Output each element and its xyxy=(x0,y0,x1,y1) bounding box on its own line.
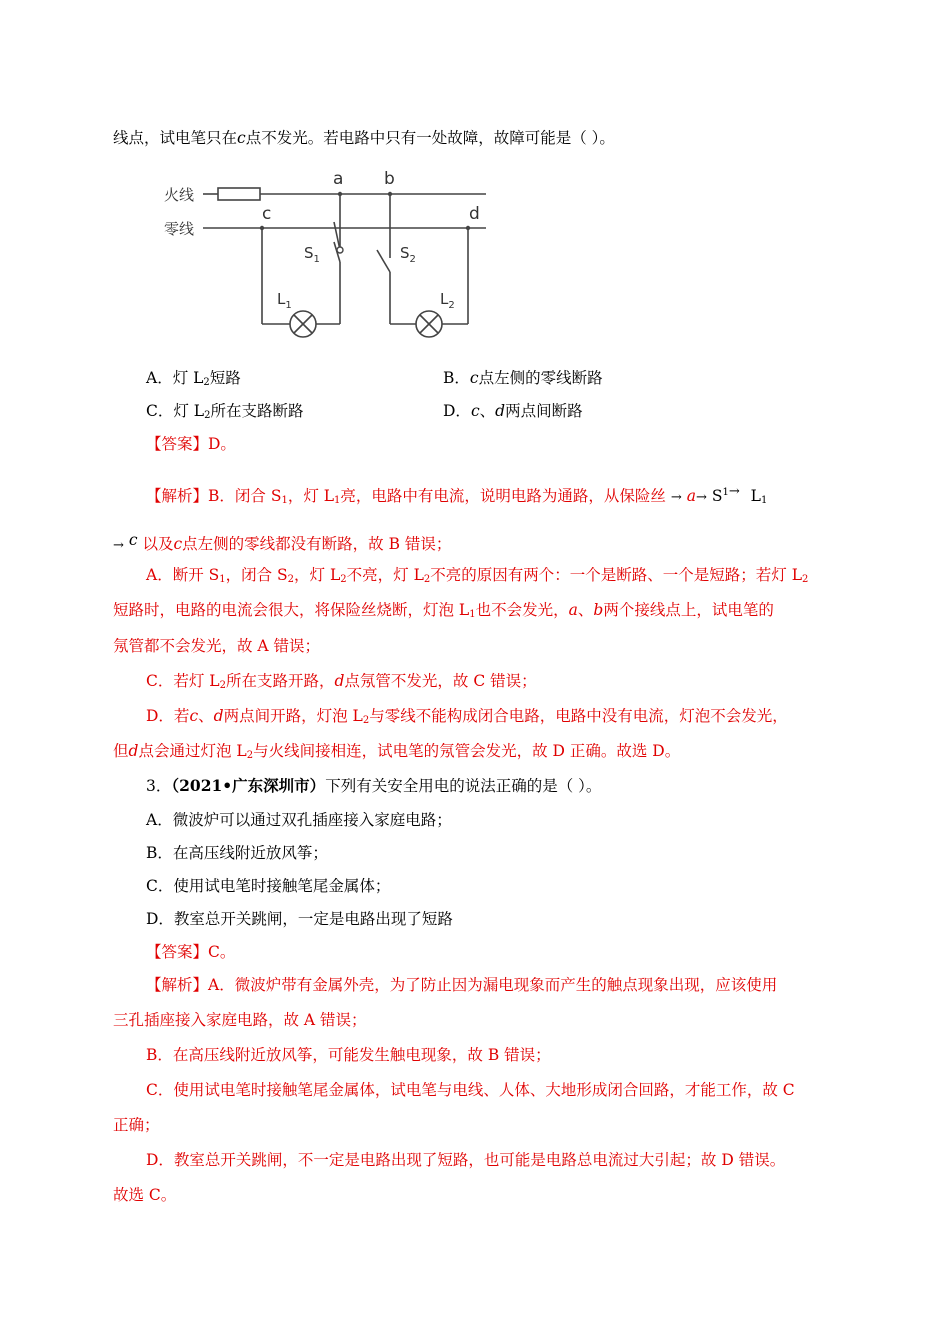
q2-answer: 【答案】D。 xyxy=(146,435,236,453)
q2-stem-text: 点不发光。若电路中只有一处故障，故障可能是（ ）。 xyxy=(245,129,615,147)
q2-analysis-line-5: 氖管都不会发光，故 A 错误； xyxy=(113,637,321,655)
q3-option-a: A．微波炉可以通过双孔插座接入家庭电路； xyxy=(146,811,452,829)
q2-analysis-line-3: A．断开 $S_1$，闭合 $S_2$，灯 $L_2$不亮，灯 $L_2$不亮的原因有两个：一个是断路、一个是短路；若灯 $L_2$ xyxy=(146,566,809,585)
q2-option-c: C．灯 $L_2$所在支路断路 xyxy=(146,402,304,421)
q3-analysis-line-6: D．教室总开关跳闸，不一定是电路出现了短路，也可能是电路总电流过大引起；故 D 错误。 xyxy=(146,1151,786,1169)
switch-s2-label: $S_2$ xyxy=(400,244,416,265)
q2-analysis-line-1: 【解析】B．闭合 $S_1$，灯 $L_1$亮，电路中有电流，说明电路为通路，从保险丝 → $a\to S^1\to L_1$ xyxy=(146,484,768,506)
q2-option-a: A．灯 $L_2$短路 xyxy=(146,369,241,388)
q3-stem-text: 下列有关安全用电的说法正确的是（ ）。 xyxy=(325,777,602,795)
q3-source: （2021•广东深圳市） xyxy=(171,776,326,795)
lamp-l2-label: $L_2$ xyxy=(440,290,455,311)
q2-analysis-line-7: D．若c、d两点间开路，灯泡 $L_2$与零线不能构成闭合电路，电路中没有电流，灯泡不会发光， xyxy=(146,707,788,726)
q3-option-c: C．使用试电笔时接触笔尾金属体； xyxy=(146,877,391,895)
q3-analysis-line-2: 三孔插座接入家庭电路，故 A 错误； xyxy=(113,1011,367,1029)
q3-analysis-line-4: C．使用试电笔时接触笔尾金属体，试电笔与电线、人体、大地形成闭合回路，才能工作，故 C xyxy=(146,1081,795,1099)
q3-analysis-line-7: 故选 C。 xyxy=(113,1186,177,1204)
live-wire-label: 火线 xyxy=(164,186,195,204)
neutral-wire-label: 零线 xyxy=(164,220,195,238)
point-a-label: a xyxy=(333,169,344,189)
q3-stem xyxy=(146,776,601,796)
q2-analysis-line-6: C．若灯 $L_2$所在支路开路，d点氖管不发光，故 C 错误； xyxy=(146,672,537,691)
q2-option-d: D．c、d两点间断路 xyxy=(443,402,583,420)
q3-option-b: B．在高压线附近放风筝； xyxy=(146,844,328,862)
q3-analysis-line-3: B．在高压线附近放风筝，可能发生触电现象，故 B 错误； xyxy=(146,1046,551,1064)
q3-option-d: D．教室总开关跳闸，一定是电路出现了短路 xyxy=(146,910,453,928)
s1-contact xyxy=(337,247,343,253)
q2-stem-text: 线点，试电笔只在 xyxy=(113,129,238,147)
point-c-label: c xyxy=(262,204,272,224)
q2-option-b: B．c点左侧的零线断路 xyxy=(443,369,603,387)
circuit-diagram xyxy=(158,162,498,352)
q3-number: 3． xyxy=(146,777,172,795)
q2-analysis-line-4: 短路时，电路的电流会很大，将保险丝烧断，灯泡 $L_1$也不会发光，a、b两个接线点上，试电笔的 xyxy=(113,601,774,620)
point-b-label: b xyxy=(384,169,395,189)
q3-analysis-line-5: 正确； xyxy=(113,1116,160,1134)
q3-analysis-line-1: 【解析】A．微波炉带有金属外壳，为了防止因为漏电现象而产生的触点现象出现，应该使用 xyxy=(146,976,778,994)
switch-s1-label: $S_1$ xyxy=(304,244,320,265)
q2-analysis-line-8: 但d点会通过灯泡 $L_2$与火线间接相连，试电笔的氖管会发光，故 D 正确。故选 D。 xyxy=(113,742,681,761)
point-d-label: d xyxy=(469,204,480,224)
q3-answer: 【答案】C。 xyxy=(146,943,236,961)
lamp-l1-label: $L_1$ xyxy=(277,290,292,311)
q2-analysis-line-2: → c 以及c点左侧的零线都没有断路，故 B 错误； xyxy=(113,531,452,553)
q2-stem xyxy=(113,128,615,148)
q2-stem-var: c xyxy=(237,129,246,147)
